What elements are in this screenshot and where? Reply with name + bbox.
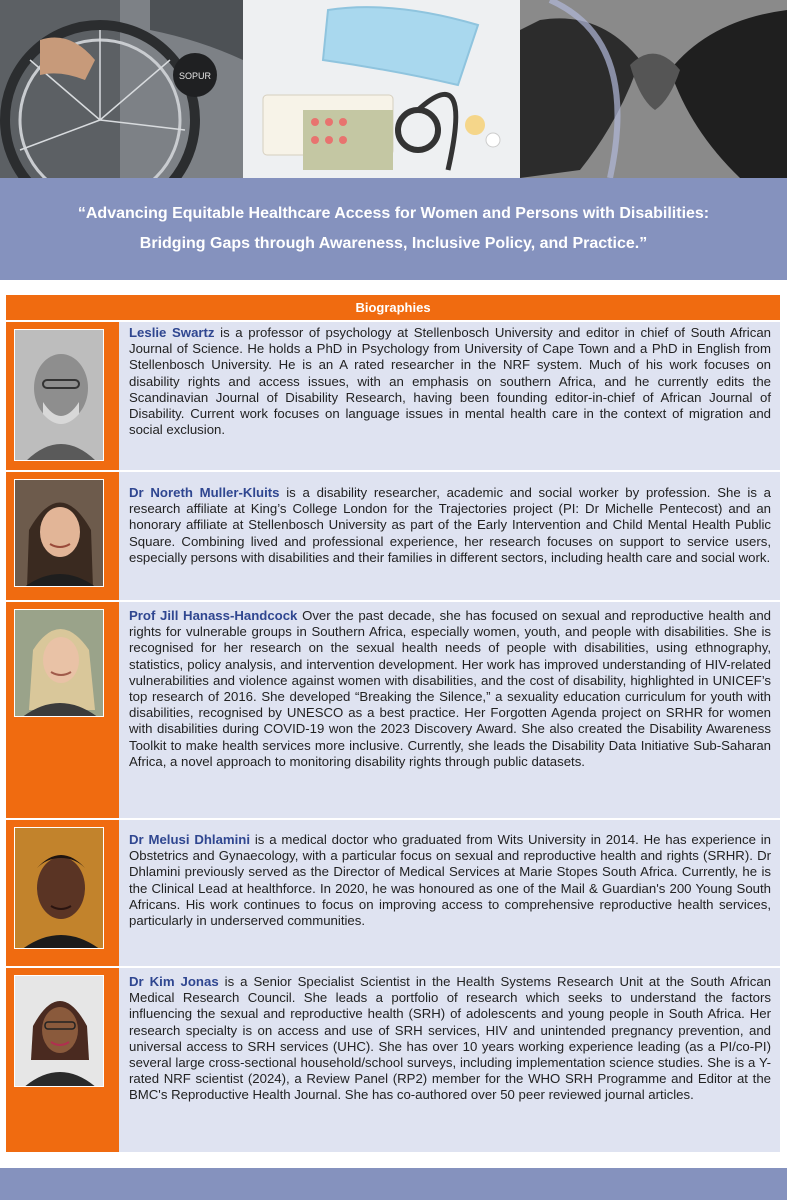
portrait-melusi-dhlamini	[14, 827, 104, 949]
bio-text	[119, 602, 780, 818]
title-band	[0, 178, 787, 280]
event-title-line-2: Bridging Gaps through Awareness, Inclusive Policy, and Practice.”	[139, 235, 648, 252]
biographies-heading: Biographies	[6, 295, 780, 320]
wheel-brand-text: SOPUR	[179, 71, 212, 81]
bio-description: Over the past decade, she has focused on sexual and reproductive health and rights for vulnerable groups in Southern Africa, especially women, youth, and people with disabilities. She is recognised for her research on the sexual health needs of people with disabilities, using ethnography, statistics, policy analysis, and intervention development. Her work has improved understanding of HIV-related vulnerabilities and violence against women with disabilities, and the cost of disability, highlighted in UNICEF’s top research of 2016. She developed “Breaking the Silence,” a sexuality education curriculum for youth with disabilities, recognised by UNESCO as a best practice. Her Forgotten Agenda project on SRHR for women with disabilities during COVID-19 won the 2023 Discovery Award. She also created the Disability Awareness Toolkit to make health services more inclusive. Currently, she leads the Disability Data Initiative Sub-Saharan Africa, a novel approach to monitoring disability rights through public datasets.	[129, 608, 771, 769]
bio-name: Prof Jill Hanass-Handcock	[129, 608, 298, 623]
bio-description: is a medical doctor who graduated from Wits University in 2014. He has experience in Obstetrics and Gynaecology, with a particular focus on sexual and reproductive health and rights (SRHR). Dr Dhlamini previously served as the Director of Medical Services at Marie Stopes South Africa. Currently, he is the Clinical Lead at healthforce. In 2020, he was honoured as one of the Mail & Guardian's 200 Young South Africans. His work continues to focus on improving access to comprehensive reproductive health services, particularly in underserved communities.	[129, 832, 771, 929]
header-photo-strip	[0, 0, 787, 178]
bio-row	[6, 470, 780, 600]
portrait-leslie-swartz	[14, 329, 104, 461]
bio-text	[119, 968, 780, 1152]
biographies-table	[6, 295, 780, 1152]
bio-row	[6, 966, 780, 1152]
bio-name: Dr Noreth Muller-Kluits	[129, 485, 280, 500]
bio-photo-cell	[6, 820, 119, 966]
medical-supplies-illustration	[243, 0, 520, 178]
bio-photo-cell	[6, 602, 119, 818]
bio-description: is a professor of psychology at Stellenbosch University and editor in chief of South African Journal of Science. He holds a PhD in Psychology from University of Cape Town and a PhD in English from Stellenbosch University. He is an A rated researcher in the NRF system. Much of his work focuses on disability rights and access issues, with an emphasis on southern Africa, and he currently edits the Scandinavian Journal of Disability Research, having been founding editor-in-chief of African Journal of Disability. Current work focuses on language issues in mental health care in the context of migration and social exclusion.	[129, 325, 771, 438]
bio-photo-cell	[6, 472, 119, 600]
wheelchair-illustration	[0, 0, 243, 178]
bio-text	[119, 472, 780, 600]
hands-photo	[520, 0, 787, 178]
bio-row	[6, 600, 780, 818]
wheelchair-photo	[0, 0, 243, 178]
bio-name: Dr Kim Jonas	[129, 974, 219, 989]
portrait-jill-hanass-hancock	[14, 609, 104, 717]
bio-row	[6, 818, 780, 966]
bio-name: Leslie Swartz	[129, 325, 215, 340]
hands-illustration	[520, 0, 787, 178]
bio-row	[6, 320, 780, 470]
medical-supplies-photo	[243, 0, 520, 178]
footer-band	[0, 1168, 787, 1200]
event-title-line-1: “Advancing Equitable Healthcare Access for Women and Persons with Disabilities:	[77, 205, 710, 222]
bio-description: is a Senior Specialist Scientist in the Health Systems Research Unit at the South African Medical Research Council. She leads a portfolio of research which seeks to understand the factors influencing the sexual and reproductive health (SRH) of adolescents and young people in South Africa. Her research specialty is on access and use of SRH services, HIV and unintended pregnancy prevention, and universal access to SRH services (UHC). She has over 10 years working experience leading (as a PI/co-PI) several large cross-sectional household/school surveys, including implementation science studies. She is a Y-rated NRF scientist (2024), a Review Panel (RP2) member for the WHO SRH Programme and Editor at the BMC's Reproductive Health Journal. She has co-authored over 50 peer reviewed journal articles.	[129, 974, 771, 1103]
bio-photo-cell	[6, 968, 119, 1152]
portrait-kim-jonas	[14, 975, 104, 1087]
portrait-noreth-muller-kluits	[14, 479, 104, 587]
bio-description: is a disability researcher, academic and social worker by profession. She is a research affiliate at King’s College London for the Trajectories project (PI: Dr Michelle Pentecost) and an honorary affiliate at Stellenbosch University as part of the Early Intervention and Child Mental Health Public Square. Combining lived and professional experience, her research focuses on support to service users, especially persons with disabilities and their families in different sectors, including health care and social work.	[129, 485, 771, 565]
bio-text	[119, 820, 780, 966]
bio-text	[119, 322, 780, 470]
bio-photo-cell	[6, 322, 119, 470]
bio-name: Dr Melusi Dhlamini	[129, 832, 251, 847]
